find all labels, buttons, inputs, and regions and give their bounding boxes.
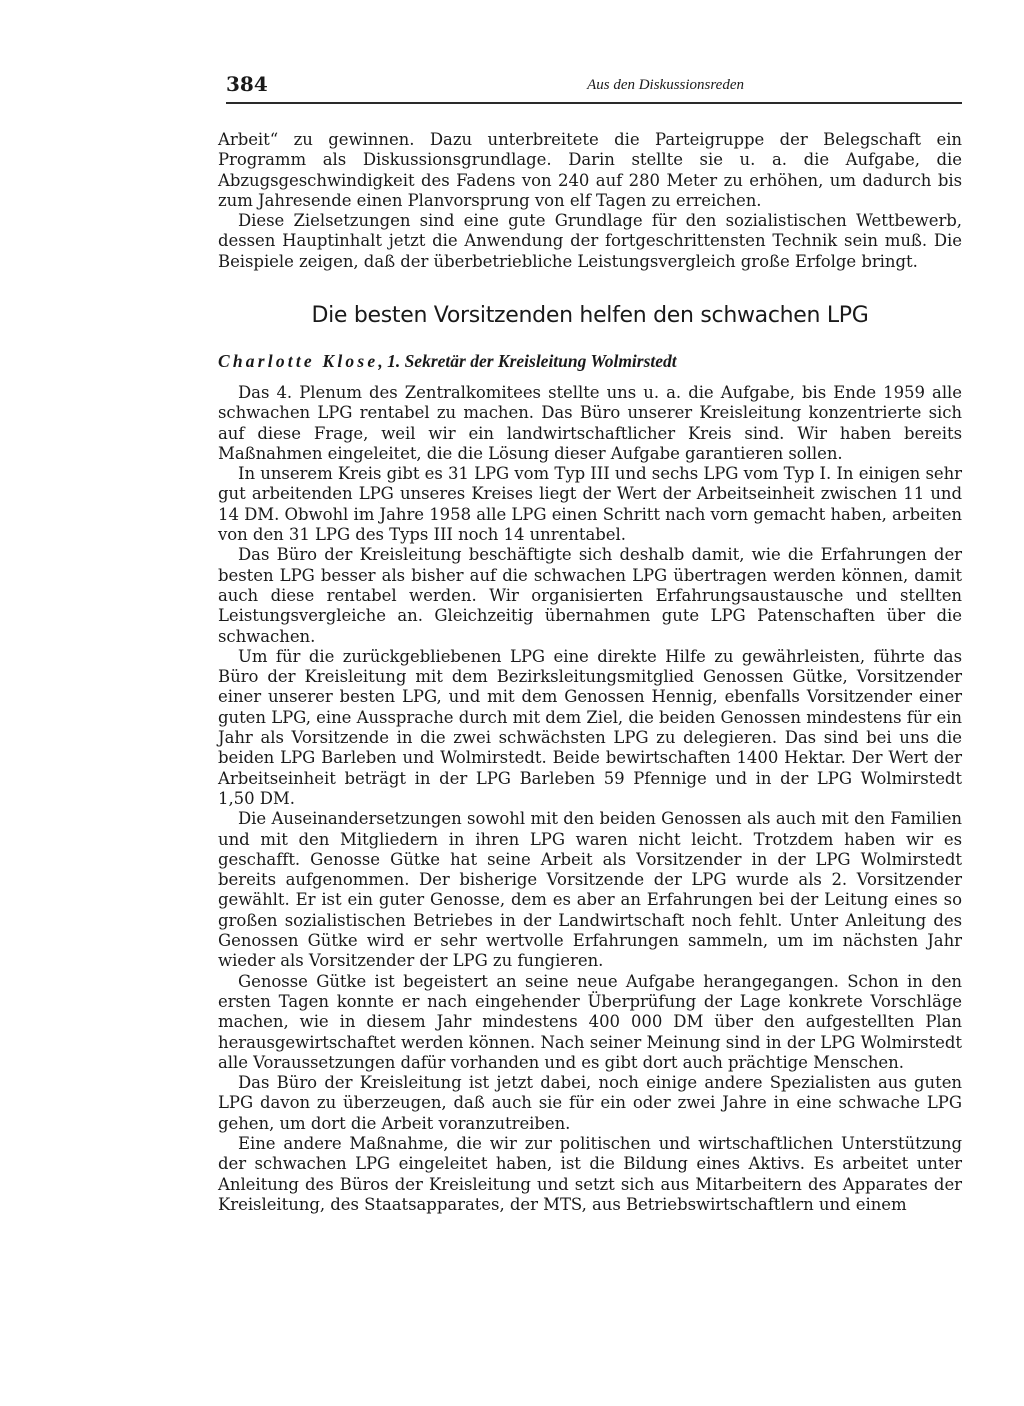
body-paragraph: Das Büro der Kreisleitung ist jetzt dabei, noch einige andere Spezialisten aus guten LPG davon zu überzeugen, daß auch sie für ein oder zwei Jahre in eine schwache LPG gehen, um dort die Arbeit voranzutreiben. xyxy=(218,1073,962,1133)
intro-text xyxy=(218,130,962,272)
body-paragraph: Die Auseinandersetzungen sowohl mit den beiden Genossen als auch mit den Familien und mit den Mitgliedern in ihren LPG waren nicht leicht. Trotzdem haben wir es geschafft. Genosse Gütke hat seine Arbeit als Vorsitzender in der LPG Wolmirstedt bereits aufgenommen. Der bisherige Vorsitzende der LPG wurde als 2. Vorsitzender gewählt. Er ist ein guter Genosse, dem es aber an Erfahrungen bei der Leitung eines so großen sozialistischen Betriebes in der Landwirtschaft noch fehlt. Unter Anleitung des Genossen Gütke wird er sehr wertvolle Erfahrungen sammeln, um im nächsten Jahr wieder als Vorsitzender der LPG zu fungieren. xyxy=(218,809,962,971)
author-role: , 1. Sekretär der Kreisleitung Wolmirstedt xyxy=(378,351,677,371)
body-text xyxy=(218,383,962,1215)
body-paragraph: In unserem Kreis gibt es 31 LPG vom Typ III und sechs LPG vom Typ I. In einigen sehr gut arbeitenden LPG unseres Kreises liegt der Wert der Arbeitseinheit zwischen 11 und 14 DM. Obwohl im Jahre 1958 alle LPG einen Schritt nach vorn gemacht haben, arbeiten von den 31 LPG des Typs III noch 14 unrentabel. xyxy=(218,464,962,545)
body-paragraph: Das Büro der Kreisleitung beschäftigte sich deshalb damit, wie die Erfahrungen der besten LPG besser als bisher auf die schwachen LPG übertragen werden können, damit auch diese rentabel werden. Wir organisierten Erfahrungsaustausche und stellten Leistungsvergleiche an. Gleichzeitig übernahmen gute LPG Patenschaften über die schwachen. xyxy=(218,545,962,646)
section-title: Die besten Vorsitzenden helfen den schwachen LPG xyxy=(311,303,869,328)
body-paragraph: Das 4. Plenum des Zentralkomitees stellte uns u. a. die Aufgabe, bis Ende 1959 alle schwachen LPG rentabel zu machen. Das Büro unserer Kreisleitung konzentrierte sich auf diese Frage, weil wir ein landwirtschaftlicher Kreis sind. Wir haben bereits Maßnahmen eingeleitet, die die Lösung dieser Aufgabe garantieren sollen. xyxy=(218,383,962,463)
author-name: Charlotte Klose xyxy=(218,351,379,371)
running-title: Aus den Diskussionsreden xyxy=(587,77,744,93)
page-header xyxy=(226,72,962,104)
author-line xyxy=(218,350,962,372)
page-number: 384 xyxy=(226,72,268,96)
intro-paragraph: Diese Zielsetzungen sind eine gute Grundlage für den sozialistischen Wettbewerb, dessen Hauptinhalt jetzt die Anwendung der fortgeschrittensten Technik sein muß. Die Beispiele zeigen, daß der überbetriebliche Leistungsvergleich große Erfolge bringt. xyxy=(218,211,962,271)
body-paragraph: Genosse Gütke ist begeistert an seine neue Aufgabe herangegangen. Schon in den ersten Tagen konnte er nach eingehender Überprüfung der Lage konkrete Vorschläge machen, wie in diesem Jahr mindestens 400 000 DM über den aufgestellten Plan herausgewirtschaftet werden können. Nach seiner Meinung sind in der LPG Wolmirstedt alle Voraussetzungen dafür vorhanden und es gibt dort auch prächtige Menschen. xyxy=(218,971,962,1072)
body-paragraph: Eine andere Maßnahme, die wir zur politischen und wirtschaftlichen Unterstützung der schwachen LPG eingeleitet haben, ist die Bildung eines Aktivs. Es arbeitet unter Anleitung des Büros der Kreisleitung und setzt sich aus Mitarbeitern des Apparates der Kreisleitung, des Staatsapparates, der MTS, aus Betriebswirtschaftlern und einem xyxy=(218,1133,962,1214)
intro-paragraph: Arbeit“ zu gewinnen. Dazu unterbreitete die Parteigruppe der Belegschaft ein Programm als Diskussionsgrundlage. Darin stellte sie u. a. die Aufgabe, die Abzugsgeschwindigkeit des Fadens von 240 auf 280 Meter zu erhöhen, um dadurch bis zum Jahresende einen Planvorsprung von elf Tagen zu erreichen. xyxy=(218,130,962,210)
body-paragraph: Um für die zurückgebliebenen LPG eine direkte Hilfe zu gewährleisten, führte das Büro der Kreisleitung mit dem Bezirksleitungsmitglied Genossen Gütke, Vorsitzender einer unserer besten LPG, und mit dem Genossen Hennig, ebenfalls Vorsitzender einer guten LPG, eine Aussprache durch mit dem Ziel, die beiden Genossen mindestens für ein Jahr als Vorsitzende in die zwei schwächsten LPG zu delegieren. Das sind bei uns die beiden LPG Barleben und Wolmirstedt. Beide bewirtschaften 1400 Hektar. Der Wert der Arbeitseinheit beträgt in der LPG Barleben 59 Pfennige und in der LPG Wolmirstedt 1,50 DM. xyxy=(218,646,962,808)
